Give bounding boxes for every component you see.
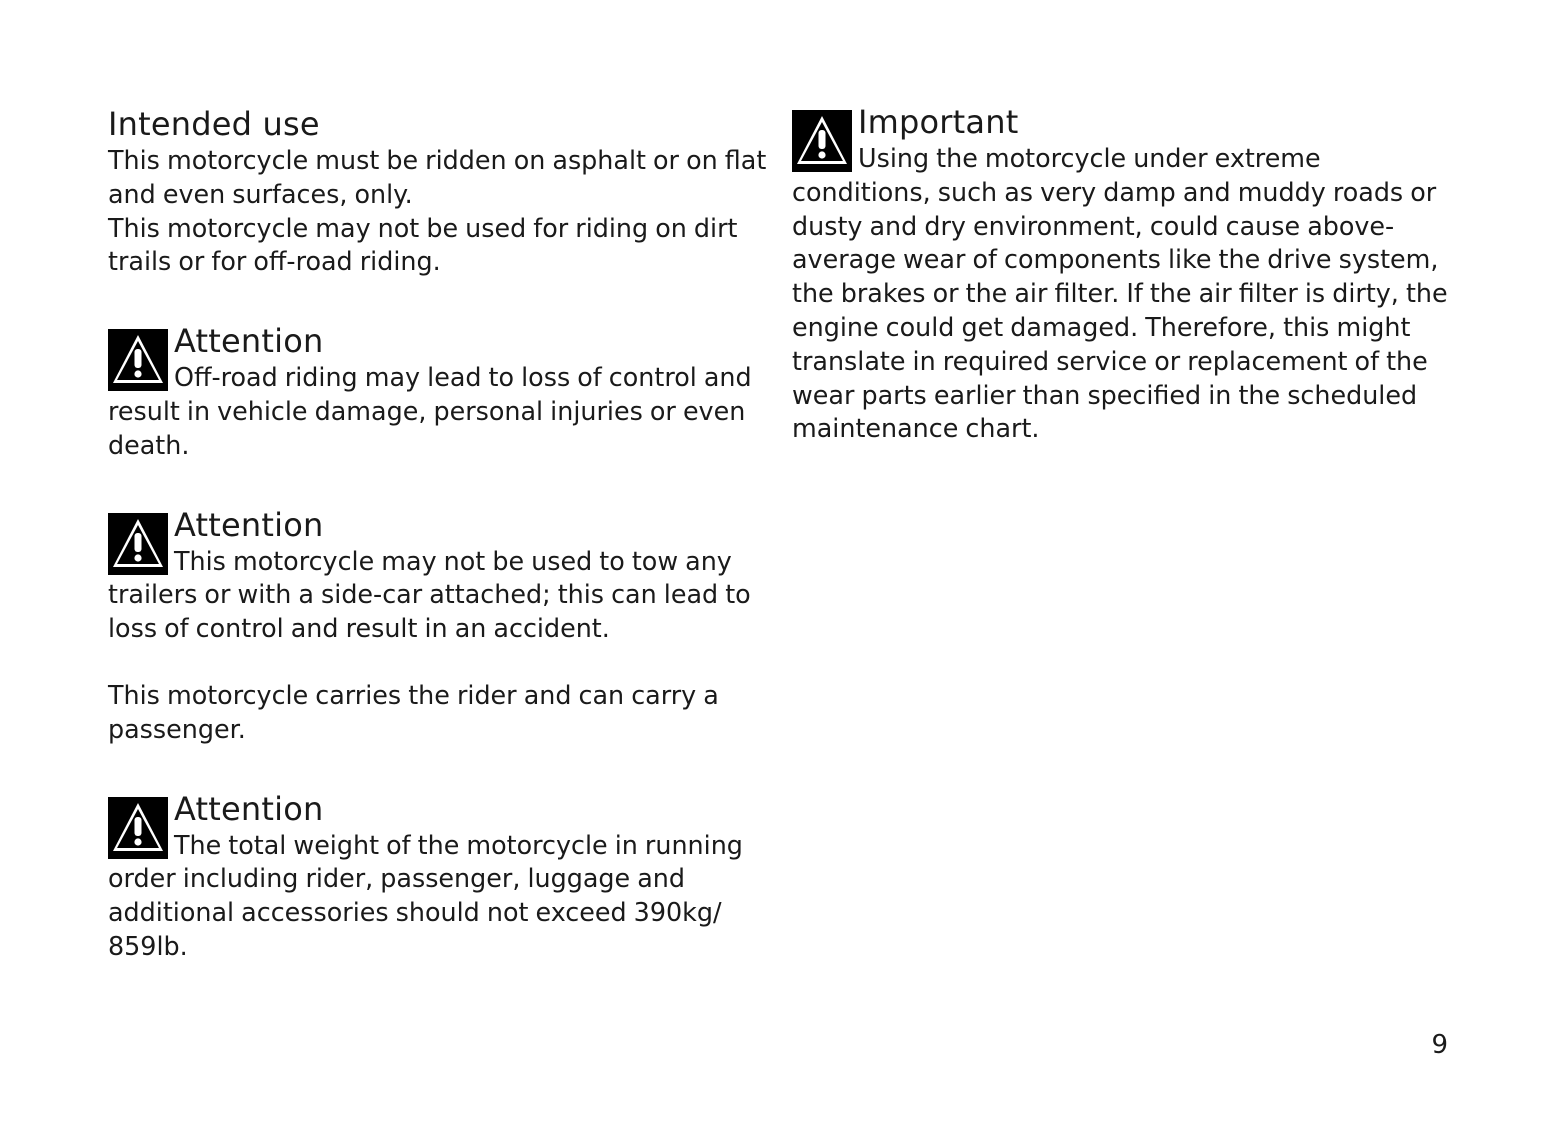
right-column — [792, 104, 1457, 446]
important-block — [792, 104, 1457, 446]
attention-block-towing — [108, 507, 768, 646]
attention-heading: Attention — [174, 323, 324, 361]
attention-block-weight — [108, 791, 768, 964]
attention-block-offroad — [108, 323, 768, 462]
intended-use-paragraph-1: This motorcycle must be ridden on asphalt or on flat and even surfaces, only. — [108, 145, 767, 209]
warning-triangle-icon — [792, 110, 852, 172]
page-number: 9 — [1431, 1030, 1448, 1060]
intended-use-section — [108, 104, 768, 279]
important-text: Using the motorcycle under extreme conditions, such as very damp and muddy roads or dusty and dry environment, could cause above-average wear of components like the drive system, the brakes or the air filter. If the air filter is dirty, the engine could get damaged. Therefore, this might translate in required service or replacement of the wear parts earlier than specified in the scheduled maintenance chart. — [792, 143, 1448, 444]
attention-text: The total weight of the motorcycle in running order including rider, passenger, luggage and additional accessories should not exceed 390kg/ 859lb. — [108, 829, 743, 961]
left-column — [108, 104, 768, 964]
passenger-note: This motorcycle carries the rider and can carry a passenger. — [108, 679, 719, 744]
attention-heading: Attention — [174, 790, 324, 828]
warning-triangle-icon — [108, 797, 168, 859]
warning-triangle-icon — [108, 329, 168, 391]
warning-triangle-icon — [108, 513, 168, 575]
attention-text: Off-road riding may lead to loss of control and result in vehicle damage, personal injuries or even death. — [108, 362, 752, 460]
intended-use-paragraph-2: This motorcycle may not be used for riding on dirt trails or for off-road riding. — [108, 212, 738, 277]
attention-text: This motorcycle may not be used to tow any trailers or with a side-car attached; this can lead to loss of control and result in an accident. — [108, 545, 751, 644]
intended-use-heading: Intended use — [108, 105, 320, 143]
important-heading: Important — [858, 104, 1019, 141]
attention-heading: Attention — [174, 506, 324, 544]
